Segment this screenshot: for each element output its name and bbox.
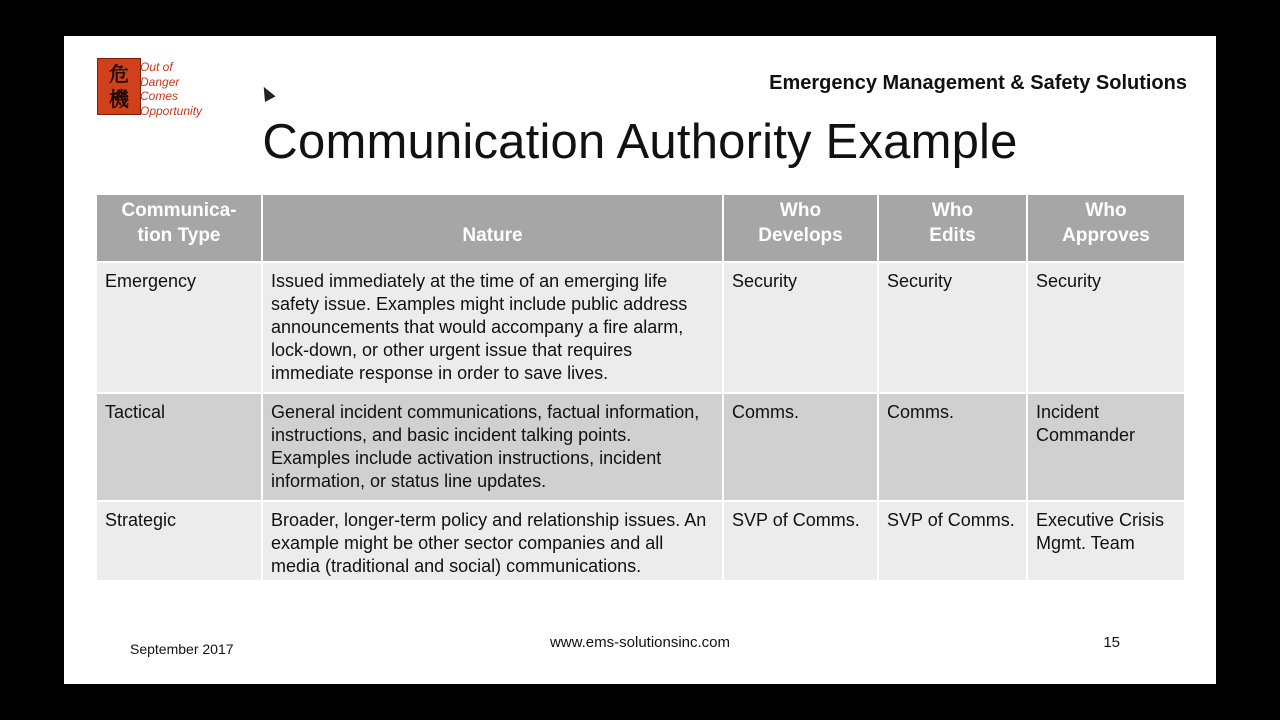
page-number: 15 xyxy=(1103,634,1120,651)
logo-caption-line: Danger xyxy=(140,74,180,89)
header-develops-line2: Develops xyxy=(758,225,843,246)
cell-nature: General incident communications, factual information, instructions, and basic incident talking points. Examples include activation instructions, incident information, or status line updates. xyxy=(262,393,723,501)
cell-nature: Issued immediately at the time of an emerging life safety issue. Examples might include public address announcements that would accompany a fire alarm, lock-down, or other urgent issue that requires immediate response in order to save lives. xyxy=(262,262,723,393)
cell-develops: SVP of Comms. xyxy=(723,501,878,580)
header-approves-line2: Approves xyxy=(1062,225,1150,246)
table-row-strategic xyxy=(97,501,1184,580)
cell-approves: Security xyxy=(1027,262,1184,393)
cell-approves: Incident Commander xyxy=(1027,393,1184,501)
cell-edits: Comms. xyxy=(878,393,1027,501)
presentation-slide xyxy=(64,36,1216,684)
logo-glyph-danger: 危 xyxy=(109,61,129,86)
cell-type: Emergency xyxy=(97,262,262,393)
logo-caption xyxy=(140,60,202,118)
header-develops-line1: Who xyxy=(779,200,822,221)
header-who-develops xyxy=(723,195,878,262)
logo-caption-line: Comes xyxy=(140,89,179,103)
mouse-cursor-icon xyxy=(258,84,275,102)
header-edits-line1: Who xyxy=(931,200,974,221)
footer-date: September 2017 xyxy=(130,641,234,657)
header-communication-type xyxy=(97,195,262,262)
slide-title: Communication Authority Example xyxy=(262,115,1018,169)
header-who-edits xyxy=(878,195,1027,262)
table-header-row xyxy=(97,195,1184,262)
footer-website-url: www.ems-solutionsinc.com xyxy=(549,634,731,651)
header-edits-line2: Edits xyxy=(929,225,976,246)
logo-caption-line: Out of xyxy=(140,60,173,74)
logo-glyph-opportunity: 機 xyxy=(109,86,129,111)
header-approves-line1: Who xyxy=(1085,200,1127,221)
communication-authority-table xyxy=(97,195,1184,580)
table-row-tactical xyxy=(97,393,1184,501)
cell-edits: SVP of Comms. xyxy=(878,501,1027,580)
cell-type: Tactical xyxy=(97,393,262,501)
cell-approves: Executive Crisis Mgmt. Team xyxy=(1027,501,1184,580)
cell-type: Strategic xyxy=(97,501,262,580)
cell-develops: Security xyxy=(723,262,878,393)
company-logo xyxy=(97,58,141,115)
cell-develops: Comms. xyxy=(723,393,878,501)
header-type-line2: tion Type xyxy=(137,225,221,246)
header-nature: Nature xyxy=(262,195,723,262)
cell-edits: Security xyxy=(878,262,1027,393)
cell-nature: Broader, longer-term policy and relationship issues. An example might be other sector companies and all media (traditional and social) communications. xyxy=(262,501,723,580)
logo-caption-line: Opportunity xyxy=(140,103,203,118)
header-type-line1: Communica- xyxy=(121,200,237,221)
table-row-emergency xyxy=(97,262,1184,393)
header-who-approves xyxy=(1027,195,1184,262)
company-name: Emergency Management & Safety Solutions xyxy=(769,72,1187,94)
